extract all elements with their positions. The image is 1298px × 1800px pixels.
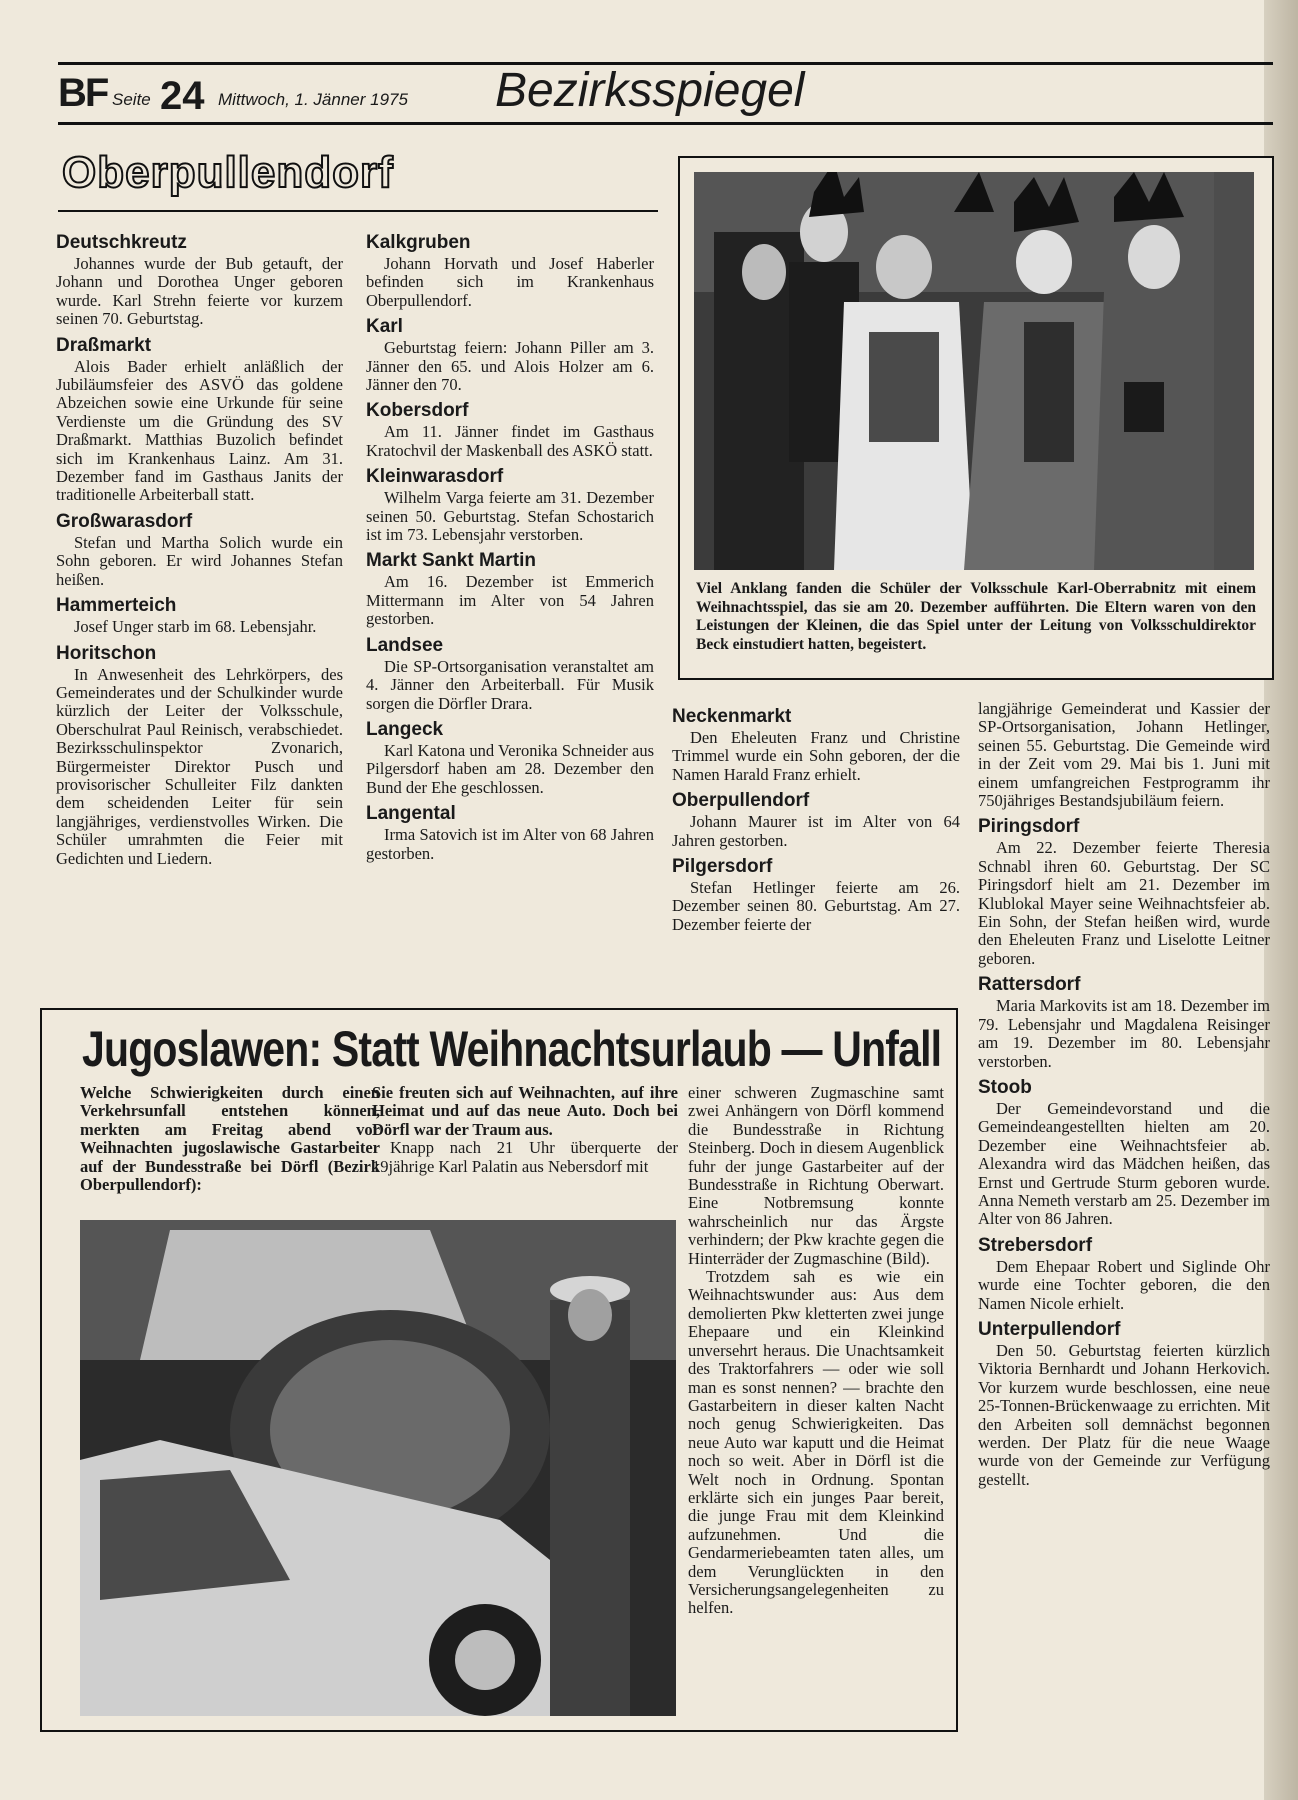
town-heading: Deutschkreutz bbox=[56, 232, 187, 253]
school-play-photo bbox=[694, 172, 1254, 570]
town-news-text: Josef Unger starb im 68. Lebensjahr. bbox=[74, 617, 317, 637]
story-col-b-bold: Sie freuten sich auf Weihnachten, auf ihre Heimat und auf das neue Auto. Doch bei Dörfl war der Traum aus. bbox=[372, 1083, 678, 1139]
town-news-text: Dem Ehepaar Robert und Siglinde Ohr wurde eine Tochter geboren, die den Namen Nicole erhielt. bbox=[978, 1256, 1270, 1313]
town-heading: Pilgersdorf bbox=[672, 856, 773, 878]
town-heading: Neckenmarkt bbox=[672, 706, 792, 727]
district-title: Oberpullendorf bbox=[62, 148, 394, 197]
column-1 bbox=[56, 226, 343, 868]
town-news-text: Den Eheleuten Franz und Christine Trimmel wurde ein Sohn geboren, der die Namen Harald Franz erhielt. bbox=[672, 728, 960, 784]
town-heading: Markt Sankt Martin bbox=[366, 550, 536, 572]
town-heading: Stoob bbox=[978, 1076, 1032, 1098]
town-news-text: Irma Satovich ist im Alter von 68 Jahren gestorben. bbox=[366, 825, 654, 863]
story-col-c-text: einer schweren Zugmaschine samt zwei Anhängern von Dörfl kommend die Bundesstraße in Richtung Steinberg. Doch in diesem Augenblick fuhr der junge Gastarbeiter auf der Bundesstraße in Richtung Oberwart. Eine Notbremsung konnte wahrscheinlich nur das Ärgste verhindern; der Pkw krachte gegen die Hinterräder der Zugmaschine (Bild). bbox=[688, 1083, 944, 1268]
town-news-text: Am 16. Dezember ist Emmerich Mittermann im Alter von 54 Jahren gestorben. bbox=[366, 572, 654, 629]
town-heading: Karl bbox=[366, 316, 403, 338]
town-heading: Landsee bbox=[366, 634, 444, 656]
town-news-text: In Anwesenheit des Lehrkörpers, des Gemeinderates und der Schulkinder wurde kürzlich der Leiter der Volksschule, Oberschulrat Paul Reinisch, verabschiedet. Bezirksschulinspektor Zvonarich, Bürgermeister Direktor Pusch und provisorischer Schulleiter Filz dankten dem scheidenden Leiter für sein langjähriges, verdienstvolles Wirken. Die Schüler umrahmten die Feier mit Gedichten und Liedern. bbox=[56, 664, 343, 868]
town-news-text: Wilhelm Varga feierte am 31. Dezember seinen 50. Geburtstag. Stefan Schostarich ist im 73. Lebensjahr verstorben. bbox=[366, 488, 654, 545]
accident-photo bbox=[80, 1220, 676, 1716]
town-heading: Hammerteich bbox=[56, 595, 177, 617]
town-news-text: Johann Maurer ist im Alter von 64 Jahren gestorben. bbox=[672, 812, 960, 850]
page-prefix: Seite bbox=[112, 90, 151, 109]
district-rule bbox=[58, 210, 658, 212]
town-news-text: Maria Markovits ist am 18. Dezember im 79. Lebensjahr und Magdalena Reisinger am 19. Dezember im 80. Lebensjahr verstorben. bbox=[978, 996, 1270, 1071]
town-heading: Kleinwarasdorf bbox=[366, 466, 504, 488]
column-4-continuation: langjährige Gemeinderat und Kassier der SP-Ortsorganisation, Johann Hetlinger, seinen 55. Geburtstag. Die Gemeinde wird in der Zeit vom 29. Mai bis 1. Juni mit einem umfangreichen Festprogramm ihr 750jähriges Bestandsjubiläum feiern. bbox=[978, 699, 1270, 811]
column-4 bbox=[978, 700, 1270, 1489]
town-heading: Kobersdorf bbox=[366, 400, 469, 422]
header-rule bbox=[58, 122, 1273, 125]
story-lead: Welche Schwierigkeiten durch einen Verkehrsunfall entstehen können, merkten am Freitag abend vor Weihnachten jugoslawische Gastarbeiter auf der Bundesstraße bei Dörfl (Bezirk Oberpullendorf): bbox=[80, 1083, 380, 1195]
column-3 bbox=[672, 700, 960, 934]
town-heading: Kalkgruben bbox=[366, 232, 471, 253]
town-news-text: Karl Katona und Veronika Schneider aus Pilgersdorf haben am 28. Dezember den Bund der Ehe geschlossen. bbox=[366, 740, 654, 797]
story-col-c-text2: Trotzdem sah es wie ein Weihnachtswunder aus: Aus dem demolierten Pkw kletterten zwei junge Ehepaare und ein Kleinkind unversehrt heraus. Die Unachtsamkeit des Traktorfahrers — oder wie soll man es sonst nennen? — brachte den Gastarbeitern in dieser kalten Nacht noch genug Schwierigkeiten. Das neue Auto war kaputt und die Heimat noch so weit. Aber in Dörfl ist die Welt noch in Ordnung. Spontan erklärte sich ein junges Paar bereit, die junge Frau mit dem Kleinkind aufzunehmen. Und die Gendarmeriebeamten taten alles, um dem Verunglückten in den Versicherungsangelegenheiten zu helfen. bbox=[688, 1267, 944, 1618]
town-heading: Rattersdorf bbox=[978, 974, 1081, 996]
town-heading: Strebersdorf bbox=[978, 1234, 1093, 1256]
story-column-b bbox=[372, 1084, 678, 1176]
story-headline: Jugoslawen: Statt Weihnachtsurlaub — Unfall bbox=[82, 1021, 942, 1077]
town-heading: Horitschon bbox=[56, 642, 157, 664]
town-news-text: Stefan Hetlinger feierte am 26. Dezember seinen 80. Geburtstag. Am 27. Dezember feierte der bbox=[672, 878, 960, 934]
photo-frame bbox=[678, 156, 1274, 680]
town-heading: Draßmarkt bbox=[56, 334, 152, 356]
story-column-c bbox=[688, 1084, 944, 1618]
story-col-b-text: Knapp nach 21 Uhr überquerte der 19jährige Karl Palatin aus Nebersdorf mit bbox=[372, 1138, 678, 1176]
photo-caption: Viel Anklang fanden die Schüler der Volksschule Karl-Oberrabnitz mit einem Weihnachtsspiel, das sie am 20. Dezember aufführten. Die Eltern waren von den Leistungen der Kleinen, die das Spiel unter der Leitung von Volksschuldirektor Beck einstudiert hatten, begeistert. bbox=[696, 580, 1256, 653]
town-news-text: Stefan und Martha Solich wurde ein Sohn geboren. Er wird Johannes Stefan heißen. bbox=[56, 532, 343, 589]
town-news-text: Johannes wurde der Bub getauft, der Johann und Dorothea Unger geboren wurde. Karl Strehn feierte vor kurzem seinen 70. Geburtstag. bbox=[56, 254, 343, 329]
town-news-text: Johann Horvath und Josef Haberler befinden sich im Krankenhaus Oberpullendorf. bbox=[366, 254, 654, 310]
town-heading: Langeck bbox=[366, 718, 444, 740]
column-2 bbox=[366, 226, 654, 863]
page-number: 24 bbox=[160, 74, 205, 118]
town-news-text: Der Gemeindevorstand und die Gemeindeangestellten hielten am 20. Dezember eine Weihnachtsfeier ab. Alexandra wird das Mädchen heißen, das Ernst und Gertrude Sturm geboren wurde. Anna Nemeth verstarb am 25. Dezember im Alter von 86 Jahren. bbox=[978, 1098, 1270, 1229]
town-news-text: Alois Bader erhielt anläßlich der Jubiläumsfeier des ASVÖ das goldene Abzeichen sowie eine Urkunde für seine Verdienste um die Gründung des SV Draßmarkt. Matthias Buzolich befindet sich im Krankenhaus Lainz. Am 31. Dezember fand im Gasthaus Janits der traditionelle Arbeiterball statt. bbox=[56, 356, 343, 505]
town-news-text: Geburtstag feiern: Johann Piller am 3. Jänner den 65. und Alois Holzer am 6. Jänner den 70. bbox=[366, 338, 654, 395]
section-title: Bezirksspiegel bbox=[495, 64, 805, 117]
town-heading: Langental bbox=[366, 803, 456, 825]
town-heading: Oberpullendorf bbox=[672, 790, 810, 812]
town-news-text: Die SP-Ortsorganisation veranstaltet am 4. Jänner den Arbeiterball. Für Musik sorgen die Dörfler Drara. bbox=[366, 656, 654, 713]
town-news-text: Am 11. Jänner findet im Gasthaus Kratochvil der Maskenball des ASKÖ statt. bbox=[366, 422, 654, 460]
issue-date: Mittwoch, 1. Jänner 1975 bbox=[218, 90, 408, 109]
town-heading: Unterpullendorf bbox=[978, 1318, 1121, 1340]
town-news-text: Den 50. Geburtstag feierten kürzlich Viktoria Bernhardt und Johann Herkovich. Vor kurzem wurde beschlossen, eine neue 25-Tonnen-Brückenwaage zu errichten. Mit den Arbeiten soll demnächst begonnen werden. Der Platz für die neue Waage wurde von der Gemeinde zur Verfügung gestellt. bbox=[978, 1340, 1270, 1489]
column-4-entries bbox=[978, 816, 1270, 1489]
accident-story bbox=[40, 1008, 958, 1732]
town-heading: Großwarasdorf bbox=[56, 510, 193, 532]
town-news-text: Am 22. Dezember feierte Theresia Schnabl ihren 60. Geburtstag. Der SC Piringsdorf hielt am 21. Dezember im Klublokal Mayer seine Weihnachtsfeier ab. Ein Sohn, der Stefan heißen wird, wurde den Eheleuten Franz und Liselotte Leitner geboren. bbox=[978, 838, 1270, 968]
town-heading: Piringsdorf bbox=[978, 816, 1080, 838]
logo: BF bbox=[58, 71, 108, 115]
